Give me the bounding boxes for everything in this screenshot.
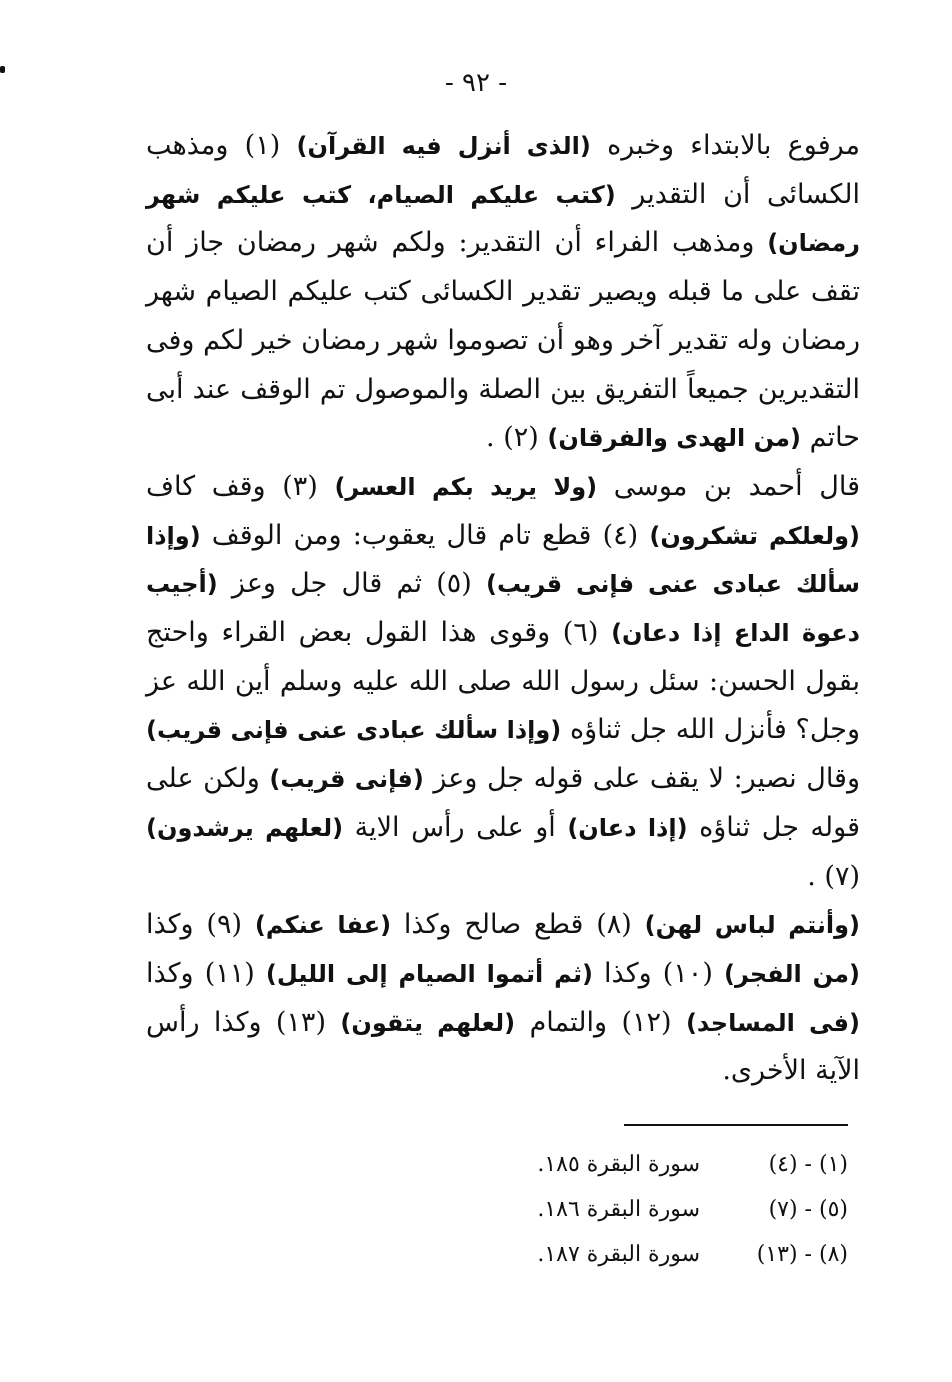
quran-quote: (فى المساجد) bbox=[685, 1008, 860, 1037]
quran-quote: (كتب عليكم الصيام، كتب عليكم شهر رمضان) bbox=[146, 180, 860, 258]
text-segment: (١٣) وكذا رأس الآية الأخرى. bbox=[146, 1006, 860, 1087]
text-segment: أو على رأس الاية bbox=[343, 811, 568, 843]
footnotes bbox=[420, 1142, 848, 1277]
quran-quote: (وإذا سألك عبادى عنى فإنى قريب) bbox=[146, 521, 861, 599]
text-segment: (٦) وقوى هذا القول بعض القراء واحتج بقول الحسن: سئل رسول الله صلى الله عليه وسلم أين الله عز وجل؟ فأنزل الله جل ثناؤه bbox=[146, 617, 860, 746]
text-segment: (١٠) وكذا bbox=[592, 957, 724, 989]
footnote-range: (٥) - (٧) bbox=[768, 1197, 848, 1222]
quran-quote: (إذا دعان) bbox=[567, 813, 688, 842]
text-segment: ومذهب الفراء أن التقدير: ولكم شهر رمضان جاز أن تقف على ما قبله ويصير تقدير الكسائى كتب عليكم الصيام شهر رمضان وله تقدير آخر وهو أن تصوموا شهر رمضان خير لكم وفى التقديرين جميعاً التفريق بين الصلة والموصول تم الوقف عند أبى حاتم bbox=[146, 227, 860, 454]
main-text bbox=[146, 122, 860, 1096]
text-segment: قال أحمد بن موسى bbox=[597, 470, 860, 502]
quran-quote: (أجيب دعوة الداع إذا دعان) bbox=[146, 570, 860, 648]
text-segment: (١١) وكذا bbox=[146, 957, 266, 989]
paragraph bbox=[146, 901, 860, 1096]
footnote-reference: سورة البقرة ١٨٧. bbox=[537, 1242, 700, 1267]
quran-quote: (من الفجر) bbox=[723, 959, 861, 988]
quran-quote: (عفا عنكم) bbox=[254, 911, 392, 940]
footnote-range: (١) - (٤) bbox=[768, 1152, 848, 1177]
text-segment: (٩) وكذا bbox=[146, 909, 255, 941]
text-segment: ولكن على قوله جل ثناؤه bbox=[146, 763, 860, 843]
footnote bbox=[420, 1232, 848, 1277]
paragraph bbox=[146, 463, 860, 901]
text-segment: وقال نصير: لا يقف على قوله جل وعز bbox=[423, 763, 860, 795]
footnote-separator bbox=[624, 1124, 848, 1126]
quran-quote: (لعلهم يرشدون) bbox=[146, 813, 344, 842]
paragraph bbox=[146, 122, 860, 463]
footnote-reference: سورة البقرة ١٨٦. bbox=[537, 1197, 700, 1222]
quran-quote: (وإذا سألك عبادى عنى فإنى قريب) bbox=[146, 716, 562, 745]
quran-quote: (من الهدى والفرقان) bbox=[547, 424, 802, 453]
text-segment: (٧) . bbox=[807, 860, 860, 892]
quran-quote: (ولعلكم تشكرون) bbox=[649, 521, 860, 550]
quran-quote: (ولا يريد بكم العسر) bbox=[334, 472, 598, 501]
footnote bbox=[420, 1142, 848, 1187]
text-segment: (٨) قطع صالح وكذا bbox=[391, 909, 645, 941]
page-number: - ٩٢ - bbox=[444, 68, 508, 98]
footnote bbox=[420, 1187, 848, 1232]
text-segment: (١٢) والتمام bbox=[515, 1006, 686, 1038]
quran-quote: (ثم أتموا الصيام إلى الليل) bbox=[265, 959, 593, 988]
text-segment: مرفوع بالابتداء وخبره bbox=[590, 130, 861, 161]
quran-quote: (وأنتم لباس لهن) bbox=[644, 911, 861, 940]
quran-quote: (فإنى قريب) bbox=[269, 765, 424, 794]
quran-quote: (لعلهم يتقون) bbox=[340, 1008, 516, 1037]
text-segment: (٤) قطع تام قال يعقوب: ومن الوقف bbox=[200, 519, 650, 551]
footnote-range: (٨) - (١٣) bbox=[756, 1242, 848, 1267]
footnote-reference: سورة البقرة ١٨٥. bbox=[537, 1152, 700, 1177]
text-segment: (٢) . bbox=[486, 422, 548, 454]
quran-quote: (الذى أنزل فيه القرآن) bbox=[296, 132, 591, 160]
text-segment: (٥) ثم قال جل وعز bbox=[217, 568, 487, 600]
text-segment: (٣) وقف كاف bbox=[146, 470, 335, 502]
text-segment: (١) ومذهب الكسائى أن التقدير bbox=[146, 130, 861, 210]
